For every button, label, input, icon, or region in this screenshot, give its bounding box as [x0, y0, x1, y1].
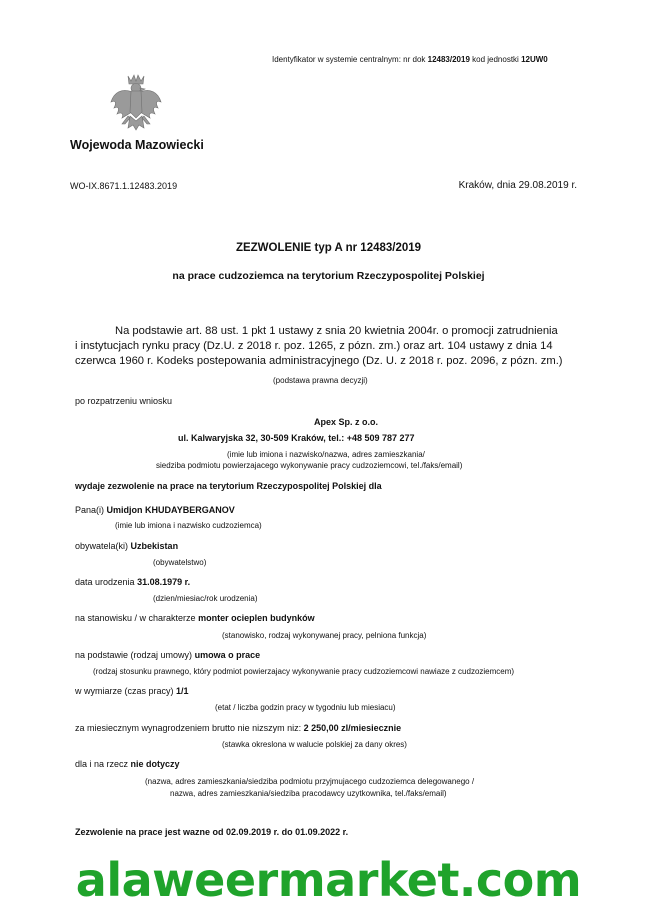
system-identifier: [272, 55, 548, 64]
dob-caption: (dzien/miesiac/rok urodzenia): [153, 594, 258, 603]
position-row: [75, 613, 315, 623]
dob-label: data urodzenia: [75, 577, 135, 587]
foreigner-name-caption: (imie lub imiona i nazwisko cudzoziemca): [115, 521, 262, 530]
applicant-name: Apex Sp. z o.o.: [314, 417, 379, 427]
citizenship-caption: (obywatelstwo): [153, 558, 207, 567]
place-date: Kraków, dnia 29.08.2019 r.: [458, 180, 577, 191]
legal-basis-line-3: czerwca 1960 r. Kodeks postepowania administracyjnego (Dz. U. z 2018 r. poz. 2096, z pózn. zm.): [75, 355, 563, 367]
authority-name: Wojewoda Mazowiecki: [70, 138, 204, 152]
applicant-address: ul. Kalwaryjska 32, 30-509 Kraków, tel.: +48 509 787 277: [178, 433, 415, 443]
citizenship-label: obywatela(ki): [75, 541, 129, 551]
legal-basis-caption: (podstawa prawna decyzji): [273, 376, 368, 385]
on-behalf-caption-2: nazwa, adres zamieszkania/siedziba pracodawcy uzytkownika, tel./faks/email): [170, 789, 447, 798]
on-behalf-row: [75, 759, 180, 769]
watermark-text: alaweermarket.com: [75, 853, 582, 907]
dob-value: 31.08.1979 r.: [137, 577, 191, 587]
on-behalf-label: dla i na rzecz: [75, 759, 129, 769]
applicant-caption-1: (imie lub imiona i nazwisko/nazwa, adres zamieszkania/: [227, 450, 425, 459]
document-number: 12483/2019: [427, 55, 470, 64]
dob-row: [75, 577, 190, 587]
on-behalf-value: nie dotyczy: [130, 759, 180, 769]
unit-prefix: kod jednostki: [472, 55, 519, 64]
position-value: monter ocieplen budynków: [198, 613, 315, 623]
legal-basis-line-1: Na podstawie art. 88 ust. 1 pkt 1 ustawy z snia 20 kwietnia 2004r. o promocji zatrudnienia: [115, 325, 558, 337]
hours-row: [75, 686, 189, 696]
citizenship-row: [75, 541, 178, 551]
decision-text: wydaje zezwolenie na prace na terytorium Rzeczypospolitej Polskiej dla: [75, 481, 382, 491]
on-behalf-caption-1: (nazwa, adres zamieszkania/siedziba podmiotu przyjmujacego cudzoziemca delegowanego /: [145, 777, 475, 786]
hours-label: w wymiarze (czas pracy): [75, 686, 174, 696]
eagle-emblem-icon: [108, 72, 164, 136]
contract-label: na podstawie (rodzaj umowy): [75, 650, 193, 660]
salary-row: [75, 723, 401, 733]
position-caption: (stanowisko, rodzaj wykonywanej pracy, pelniona funkcja): [222, 631, 427, 640]
hours-caption: (etat / liczba godzin pracy w tygodniu lub miesiacu): [215, 703, 396, 712]
legal-basis-line-2: i instytucjach rynku pracy (Dz.U. z 2018 r. poz. 1265, z pózn. zm.) oraz art. 104 ustawy z dnia 14: [75, 340, 553, 352]
applicant-intro: po rozpatrzeniu wniosku: [75, 396, 173, 406]
contract-row: [75, 650, 260, 660]
hours-value: 1/1: [176, 686, 189, 696]
salary-caption: (stawka okreslona w walucie polskiej za dany okres): [222, 740, 407, 749]
permit-title: ZEZWOLENIE typ A nr 12483/2019: [235, 242, 422, 254]
foreigner-name-value: Umidjon KHUDAYBERGANOV: [106, 505, 235, 515]
salary-label: za miesiecznym wynagrodzeniem brutto nie nizszym niz:: [75, 723, 302, 733]
unit-code: 12UW0: [521, 55, 548, 64]
foreigner-name-label: Pana(i): [75, 505, 105, 515]
validity-text: Zezwolenie na prace jest wazne od 02.09.2019 r. do 01.09.2022 r.: [75, 827, 349, 837]
citizenship-value: Uzbekistan: [130, 541, 179, 551]
foreigner-name-row: [75, 505, 235, 515]
position-label: na stanowisku / w charakterze: [75, 613, 196, 623]
salary-value: 2 250,00 zl/miesiecznie: [303, 723, 402, 733]
contract-caption: (rodzaj stosunku prawnego, który podmiot powierzajacy wykonywanie pracy cudzoziemcowi nawiaze z cudzoziemcem): [93, 667, 515, 676]
identifier-prefix: Identyfikator w systemie centralnym: nr dok: [272, 55, 426, 64]
contract-value: umowa o prace: [194, 650, 261, 660]
case-number: WO-IX.8671.1.12483.2019: [70, 181, 178, 191]
applicant-caption-2: siedziba podmiotu powierzajacego wykonywanie pracy cudzoziemcowi, tel./faks/email): [156, 461, 463, 470]
permit-subtitle: na prace cudzoziemca na terytorium Rzeczypospolitej Polskiej: [172, 270, 485, 282]
